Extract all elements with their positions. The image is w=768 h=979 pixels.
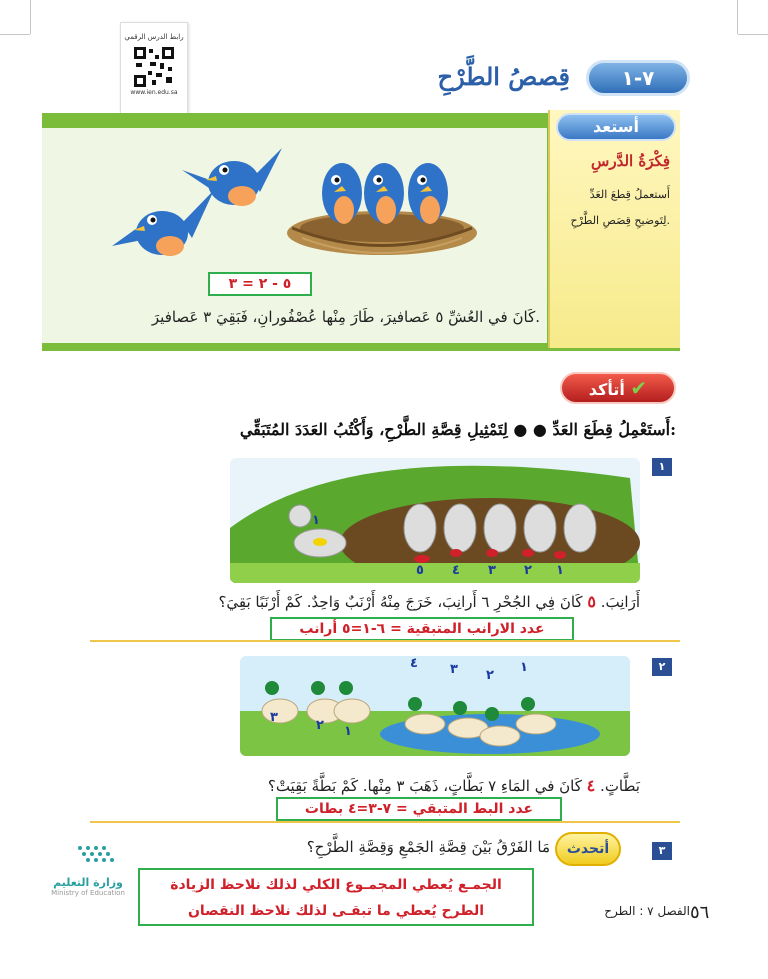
talk-badge: أتحدث <box>555 832 621 866</box>
question-number: ٢ <box>652 658 672 676</box>
intro-equation: ٥ - ٢ = ٣ <box>208 272 312 296</box>
question-body: مَا الفَرْقُ بَيْنَ قِصَّةِ الجَمْعِ وَقِصَّةِ الطَّرْحِ؟ <box>306 838 550 856</box>
handwritten-answer <box>138 868 534 926</box>
check-badge <box>560 372 676 404</box>
count-mark: ١ <box>312 513 320 528</box>
answer-line: الطرح يُعطي ما تبقـى لذلك نلاحظ النقصان <box>187 903 485 919</box>
count-mark: ٣ <box>488 563 496 578</box>
lesson-number-badge: ٧-١ <box>586 60 690 96</box>
check-instruction: أَستَعْمِلُ قِطَعَ العَدِّ ● ● لِتَمْثِيلِ قِصَّةِ الطَّرْحِ، وَأَكْتُبُ العَدَدَ المُتَبَقِّي: <box>239 420 676 439</box>
answer-line: الجمـع يُعطي المجمـوع الكلي لذلك نلاحظ الزيادة <box>170 877 502 893</box>
rabbits-scene <box>230 458 640 583</box>
count-mark: ٢ <box>524 563 532 578</box>
page-number: ٥٦ <box>690 902 710 923</box>
idea-text: أَستعملُ قِطعَ العَدِّ لِتَوضيحِ قِصَصِ الطَّرْحِ. <box>570 188 670 227</box>
qr-url: www.ien.edu.sa <box>130 89 178 96</box>
qr-caption: رابط الدرس الرقمي <box>124 33 184 41</box>
count-mark: ٤ <box>410 656 418 671</box>
ministry-dots-icon <box>40 842 136 872</box>
crop-mark <box>737 0 738 34</box>
question-answer: ٤ <box>586 776 596 795</box>
count-mark: ١ <box>344 724 352 739</box>
ducks-illustration <box>240 656 630 756</box>
rabbits-illustration <box>230 458 640 583</box>
handwritten-answer: عدد الارانب المتبقية = ٦-١=٥ أرانب <box>270 617 574 641</box>
count-mark: ٤ <box>452 563 460 578</box>
question-unit: أَرَانِبَ. <box>600 593 640 611</box>
explore-badge: أستعد <box>556 113 676 141</box>
chapter-footer: الفصل ٧ : الطرح <box>604 904 690 918</box>
question-number: ٣ <box>652 842 672 860</box>
question-number: ١ <box>652 458 672 476</box>
crop-mark <box>0 34 30 35</box>
question-unit: بَطَّاتٍ. <box>600 777 640 795</box>
question-text <box>120 776 640 795</box>
ministry-name-ar: وزارة التعليم <box>53 876 123 889</box>
question-divider <box>90 640 680 642</box>
count-mark: ٣ <box>450 662 458 677</box>
count-mark: ٣ <box>270 710 278 725</box>
lesson-title: قِصصُ الطَّرْحِ <box>437 62 570 91</box>
checkmark-icon: ✔ <box>630 376 648 400</box>
ministry-name-en: Ministry of Education <box>51 889 125 897</box>
question-text <box>120 592 640 611</box>
crop-mark <box>30 0 31 34</box>
count-mark: ٥ <box>416 563 424 578</box>
bird-icon <box>182 148 282 206</box>
question-body: كَانَ فِي الجُحْرِ ٦ أَرانِبَ، خَرَجَ مِنْهُ أَرْنَبٌ وَاحِدٌ. كَمْ أَرْنَبًا بَقِيَ؟ <box>218 593 583 611</box>
idea-title: فِكْرَةُ الدَّرسِ <box>591 152 670 170</box>
question-divider <box>90 821 680 823</box>
bird-icon <box>112 190 214 256</box>
ministry-logo <box>40 842 136 902</box>
count-mark: ٢ <box>316 718 324 733</box>
crop-mark <box>738 34 768 35</box>
ducks-scene <box>240 656 630 756</box>
count-mark: ٢ <box>486 668 494 683</box>
count-mark: ١ <box>520 660 528 675</box>
check-badge-label: أتأكد <box>588 380 625 399</box>
count-mark: ١ <box>556 563 564 578</box>
handwritten-answer: عدد البط المتبقي = ٧-٣=٤ بطات <box>276 797 562 821</box>
qr-code-icon <box>134 47 174 87</box>
question-body: كَانَ في المَاءِ ٧ بَطَّاتٍ، ذَهَبَ ٣ مِنْها. كَمْ بَطَّةً بَقِيَتْ؟ <box>267 777 582 795</box>
intro-story: كَانَ في العُشِّ ٥ عَصافيرَ، طَارَ مِنْها عُصْفُورانِ، فَبَقِيَ ٣ عَصافيرَ. <box>151 308 540 326</box>
question-answer: ٥ <box>587 592 596 611</box>
